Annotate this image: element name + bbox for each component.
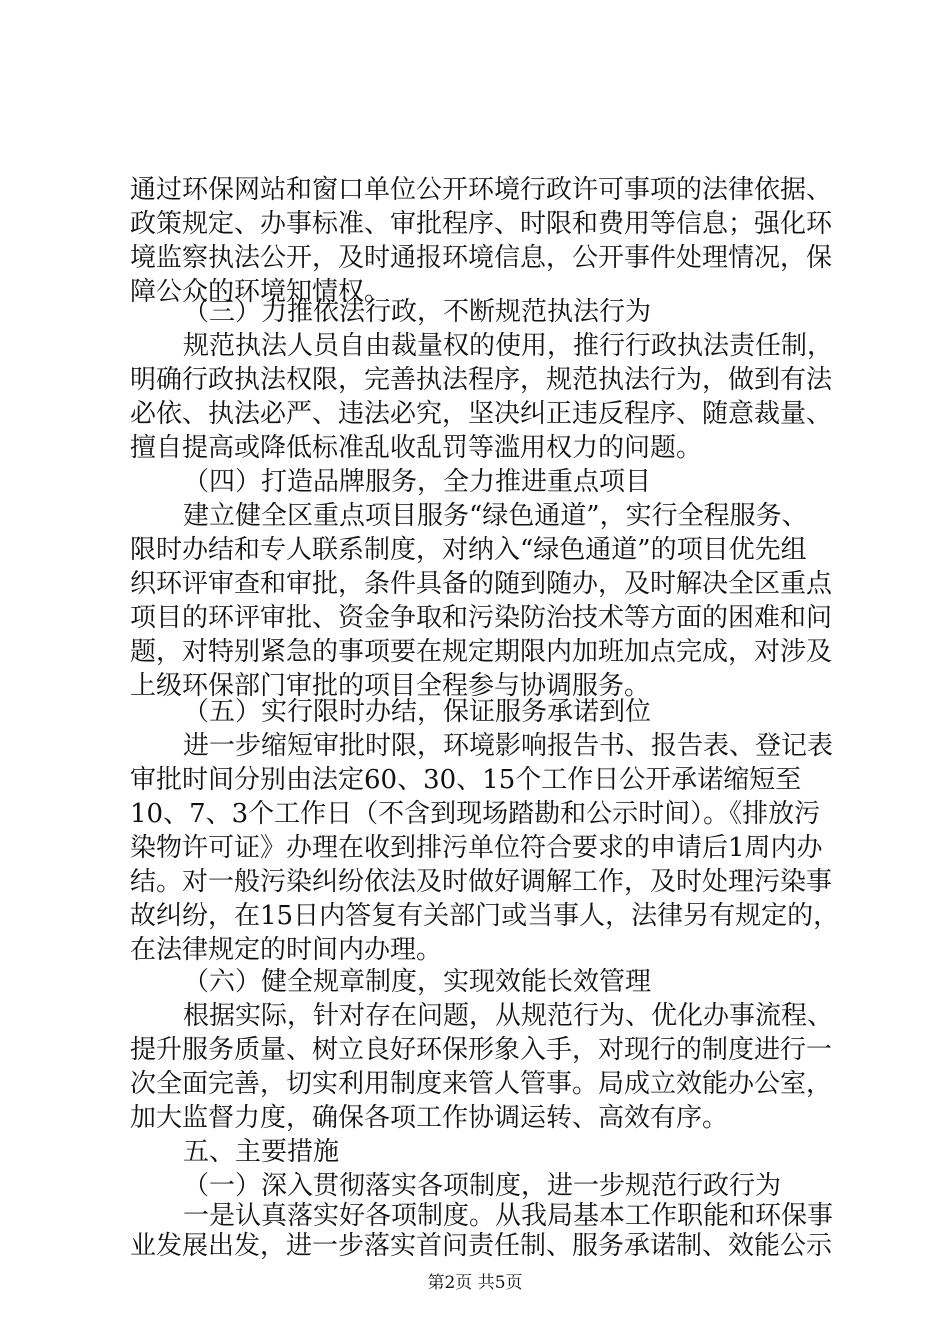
- paragraph-line: 提升服务质量、树立良好环保形象入手，对现行的制度进行一: [130, 1035, 833, 1065]
- paragraph-line: 限时办结和专人联系制度，对纳入“绿色通道”的项目优先组: [130, 535, 807, 565]
- section-heading: （一）深入贯彻落实各项制度，进一步规范行政行为: [183, 1171, 782, 1201]
- paragraph-line: 擅自提高或降低标准乱收乱罚等滥用权力的问题。: [130, 433, 703, 463]
- paragraph-line: 上级环保部门审批的项目全程参与协调服务。: [130, 671, 651, 701]
- paragraph-line: 规范执法人员自由裁量权的使用，推行行政执法责任制，: [183, 331, 834, 361]
- paragraph-line: 项目的环评审批、资金争取和污染防治技术等方面的困难和问: [130, 603, 833, 633]
- paragraph-line: 必依、执法必严、违法必究，坚决纠正违反程序、随意裁量、: [130, 399, 833, 429]
- paragraph-line: 业发展出发，进一步落实首问责任制、服务承诺制、效能公示: [130, 1231, 833, 1261]
- paragraph-line: 政策规定、办事标准、审批程序、时限和费用等信息；强化环: [130, 209, 833, 239]
- paragraph-line: 在法律规定的时间内办理。: [130, 935, 443, 965]
- section-heading: （三）力推依法行政，不断规范执法行为: [183, 297, 652, 327]
- paragraph-line: 加大监督力度，确保各项工作协调运转、高效有序。: [130, 1103, 729, 1133]
- paragraph-line: 织环评审查和审批，条件具备的随到随办，及时解决全区重点: [130, 569, 833, 599]
- paragraph-line: 一是认真落实好各项制度。从我局基本工作职能和环保事: [183, 1201, 834, 1231]
- paragraph-line: 10、7、3个工作日（不含到现场踏勘和公示时间）。《排放污: [130, 799, 821, 829]
- paragraph-line: 次全面完善，切实利用制度来管人管事。局成立效能办公室，: [130, 1069, 833, 1099]
- page-total: 共5页: [477, 1273, 523, 1293]
- paragraph-line: 境监察执法公开，及时通报环境信息，公开事件处理情况，保: [130, 243, 833, 273]
- section-heading: （四）打造品牌服务，全力推进重点项目: [183, 467, 652, 497]
- paragraph-line: 染物许可证》办理在收到排污单位符合要求的申请后1周内办: [130, 833, 823, 863]
- section-heading: （五）实行限时办结，保证服务承诺到位: [183, 697, 652, 727]
- page-footer: [0, 1272, 950, 1294]
- paragraph-line: 通过环保网站和窗口单位公开环境行政许可事项的法律依据、: [130, 175, 833, 205]
- paragraph-line: 审批时间分别由法定60、30、15个工作日公开承诺缩短至: [130, 765, 802, 795]
- paragraph-line: 建立健全区重点项目服务“绿色通道”，实行全程服务、: [183, 501, 808, 531]
- paragraph-line: 题，对特别紧急的事项要在规定期限内加班加点完成，对涉及: [130, 637, 833, 667]
- paragraph-line: 障公众的环境知情权。: [130, 277, 391, 307]
- paragraph-line: 明确行政执法权限，完善执法程序，规范执法行为，做到有法: [130, 365, 833, 395]
- section-heading: 五、主要措施: [183, 1137, 340, 1167]
- paragraph-line: 结。对一般污染纠纷依法及时做好调解工作，及时处理污染事: [130, 867, 833, 897]
- paragraph-line: 根据实际，针对存在问题，从规范行为、优化办事流程、: [183, 1001, 834, 1031]
- page-number: 第2页: [427, 1273, 473, 1293]
- paragraph-line: 故纠纷，在15日内答复有关部门或当事人，法律另有规定的，: [130, 901, 840, 931]
- section-heading: （六）健全规章制度，实现效能长效管理: [183, 967, 652, 997]
- paragraph-line: 进一步缩短审批时限，环境影响报告书、报告表、登记表: [183, 731, 834, 761]
